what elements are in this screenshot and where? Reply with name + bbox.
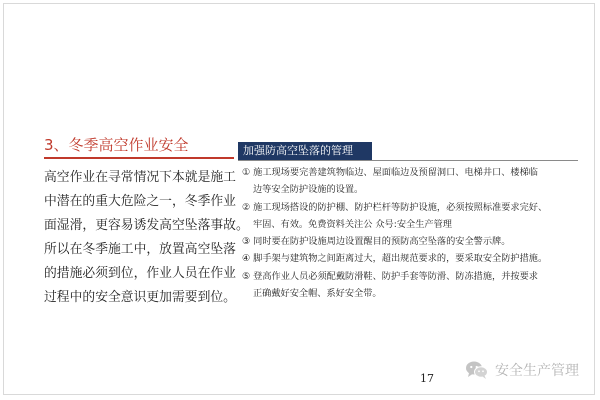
panel-divider: [238, 160, 578, 161]
panel-title: 加强防高空坠落的管理: [238, 142, 372, 160]
page-number: 17: [420, 372, 434, 385]
rule-item-1-continued: 边等安全防护设施的设置。: [253, 184, 364, 196]
rule-item-2-continued: 牢固、有效。免费资料关注公 众号:安全生产管理: [253, 218, 452, 230]
section-heading: 3、冬季高空作业安全: [44, 136, 189, 154]
rule-item-2: ② 施工现场搭设的防护棚、防护栏杆等防护设施，必须按照标准要求完好、: [242, 201, 548, 213]
rule-item-5-continued: 正确戴好安全帽、系好安全带。: [253, 288, 382, 300]
rule-item-1: ① 施工现场要完善建筑物临边、屋面临边及预留洞口、电梯井口、楼梯临: [242, 167, 538, 178]
heading-underline: [44, 157, 234, 159]
watermark: [465, 358, 579, 382]
intro-line: 所以在冬季施工中，放置高空坠落: [44, 242, 236, 257]
intro-line: 中潜在的重大危险之一，冬季作业: [44, 194, 236, 209]
intro-line: 过程中的安全意识更加需要到位。: [44, 290, 236, 305]
rule-item-5: ⑤ 登高作业人员必须配戴防滑鞋、防护手套等防滑、防冻措施，并按要求: [242, 270, 538, 282]
intro-paragraph: [44, 166, 249, 310]
watermark-label: 安全生产管理: [495, 363, 579, 379]
rule-item-3: ③ 同时要在防护设施周边设置醒目的预防高空坠落的安全警示牌。: [242, 236, 511, 248]
rules-list: [242, 164, 578, 302]
intro-line: 面湿滑，更容易诱发高空坠落事故。: [44, 218, 249, 233]
intro-line: 的措施必须到位，作业人员在作业: [44, 266, 236, 281]
rule-item-4: ④ 脚手架与建筑物之间距离过大，超出规范要求的，要采取安全防护措施。: [242, 253, 548, 265]
wechat-icon: [465, 360, 489, 380]
intro-line: 高空作业在寻常情况下本就是施工: [44, 170, 236, 185]
